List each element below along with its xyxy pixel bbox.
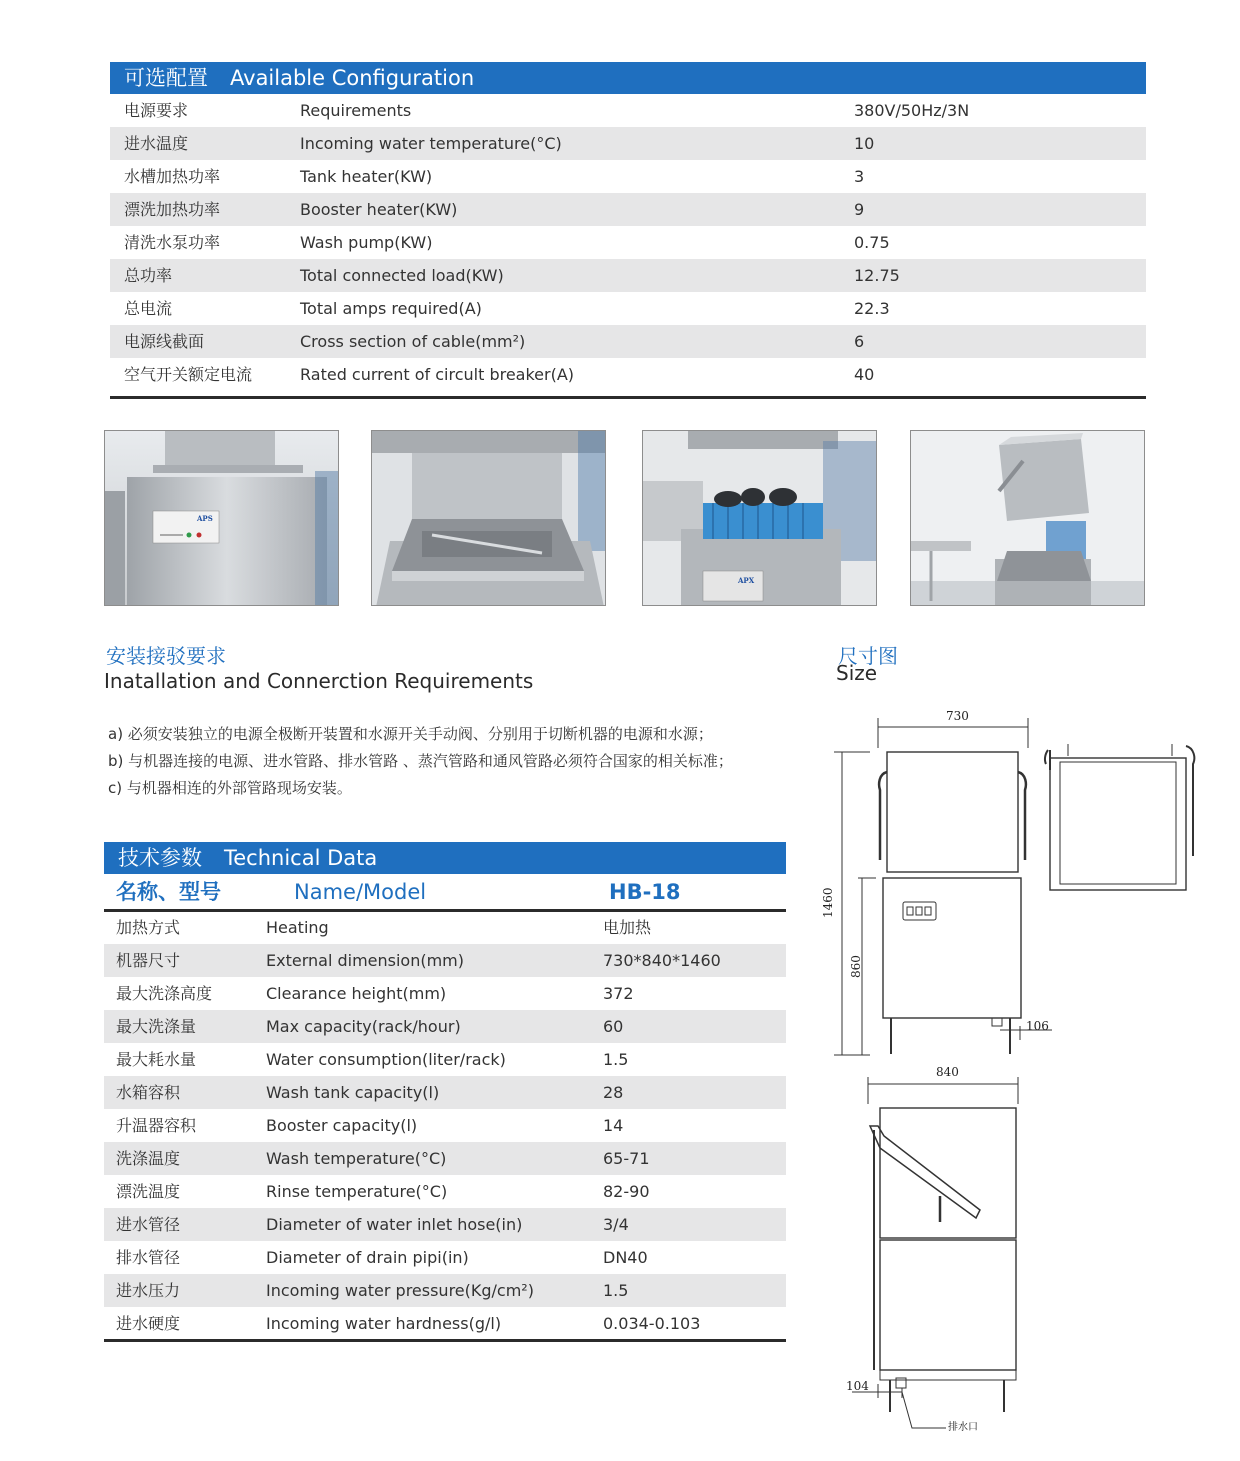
tech-row-en: Incoming water pressure(Kg/cm²) [266,1281,534,1300]
config-title-zh: 可选配置 [124,66,208,90]
config-row-en: Booster heater(KW) [300,200,458,219]
config-row-value: 0.75 [854,233,890,252]
dim-drain-offset-label: 104 [846,1379,869,1393]
install-note-c: c) 与机器相连的外部管路现场安装。 [108,779,352,797]
config-row-en: Incoming water temperature(°C) [300,134,562,153]
config-row-zh: 电源线截面 [124,332,205,351]
dim-lower-label: 860 [849,955,863,978]
tech-row-zh: 机器尺寸 [116,951,181,970]
tech-row-en: Wash temperature(°C) [266,1149,447,1168]
config-row-en: Cross section of cable(mm²) [300,332,526,351]
config-row-value: 12.75 [854,266,900,285]
tech-row-zh: 进水管径 [116,1215,181,1234]
config-row-value: 40 [854,365,875,384]
model-label-zh: 名称、型号 [116,880,221,904]
tech-row-en: Diameter of drain pipi(in) [266,1248,469,1267]
model-value: HB-18 [609,880,681,904]
tech-row-zh: 最大耗水量 [116,1050,197,1069]
tech-row-en: Max capacity(rack/hour) [266,1017,461,1036]
tech-row-en: Clearance height(mm) [266,984,447,1003]
tech-row-value: 1.5 [603,1281,629,1300]
tech-row-zh: 进水压力 [116,1281,181,1300]
tech-row-en: Incoming water hardness(g/l) [266,1314,502,1333]
tech-row-en: Wash tank capacity(l) [266,1083,440,1102]
config-row-zh: 清洗水泵功率 [124,233,221,252]
size-title-zh: 尺寸图 [838,644,898,668]
config-row-value: 6 [854,332,865,351]
tech-row-zh: 最大洗涤量 [116,1017,197,1036]
tech-row-en: External dimension(mm) [266,951,465,970]
tech-row-value: 0.034-0.103 [603,1314,701,1333]
config-row-en: Tank heater(KW) [300,167,433,186]
dim-depth-label: 840 [936,1065,959,1079]
config-row-en: Wash pump(KW) [300,233,433,252]
tech-row-en: Booster capacity(l) [266,1116,418,1135]
config-title-en: Available Configuration [230,66,475,90]
brand-logo-apx: APX [738,576,755,585]
config-row-zh: 电源要求 [124,101,189,120]
dim-height-label: 1460 [821,887,835,918]
tech-row-value: 14 [603,1116,624,1135]
tech-title-zh: 技术参数 [118,846,202,870]
brand-logo-aps: APS [197,514,213,523]
config-row-value: 10 [854,134,875,153]
config-row-value: 22.3 [854,299,890,318]
install-title-zh: 安装接驳要求 [106,644,226,668]
tech-row-en: Heating [266,918,329,937]
tech-row-value: 372 [603,984,634,1003]
tech-row-value: 82-90 [603,1182,650,1201]
config-row-zh: 漂洗加热功率 [124,200,221,219]
dim-width-label: 730 [946,709,969,723]
tech-row-value: 3/4 [603,1215,629,1234]
tech-row-zh: 排水管径 [116,1248,181,1267]
tech-row-value: 28 [603,1083,624,1102]
tech-row-zh: 洗涤温度 [116,1149,181,1168]
install-title-en: Inatallation and Connerction Requirements [104,669,534,693]
config-row-zh: 空气开关额定电流 [124,365,253,384]
tech-row-en: Water consumption(liter/rack) [266,1050,506,1069]
config-row-value: 9 [854,200,865,219]
config-row-en: Total amps required(A) [300,299,482,318]
tech-row-zh: 水箱容积 [116,1083,181,1102]
tech-row-value: 65-71 [603,1149,650,1168]
install-note-a: a) 必须安装独立的电源全极断开装置和水源开关手动阀、分别用于切断机器的电源和水源； [108,725,713,743]
tech-row-value: 电加热 [603,918,652,937]
size-title-en: Size [836,661,878,685]
tech-row-zh: 加热方式 [116,918,181,937]
install-note-b: b) 与机器连接的电源、进水管路、排水管路 、蒸汽管路和通风管路必须符合国家的相关标准； [108,752,733,770]
config-row-zh: 水槽加热功率 [124,167,221,186]
dim-foot-label: 106 [1026,1019,1049,1033]
config-row-zh: 总功率 [124,266,173,285]
config-row-value: 380V/50Hz/3N [854,101,970,120]
drain-label: 排水口 [948,1422,978,1433]
config-row-zh: 进水温度 [124,134,189,153]
tech-row-en: Diameter of water inlet hose(in) [266,1215,523,1234]
model-label-en: Name/Model [294,880,427,904]
tech-row-en: Rinse temperature(°C) [266,1182,448,1201]
tech-row-zh: 最大洗涤高度 [116,984,213,1003]
tech-title-en: Technical Data [224,846,378,870]
tech-row-value: 1.5 [603,1050,629,1069]
config-row-zh: 总电流 [124,299,173,318]
config-row-en: Requirements [300,101,412,120]
tech-row-value: 60 [603,1017,624,1036]
config-row-en: Rated current of circult breaker(A) [300,365,575,384]
tech-row-zh: 进水硬度 [116,1314,181,1333]
tech-row-zh: 漂洗温度 [116,1182,181,1201]
tech-row-zh: 升温器容积 [116,1116,197,1135]
config-row-value: 3 [854,167,865,186]
tech-row-value: 730*840*1460 [603,951,721,970]
config-row-en: Total connected load(KW) [300,266,504,285]
tech-row-value: DN40 [603,1248,648,1267]
